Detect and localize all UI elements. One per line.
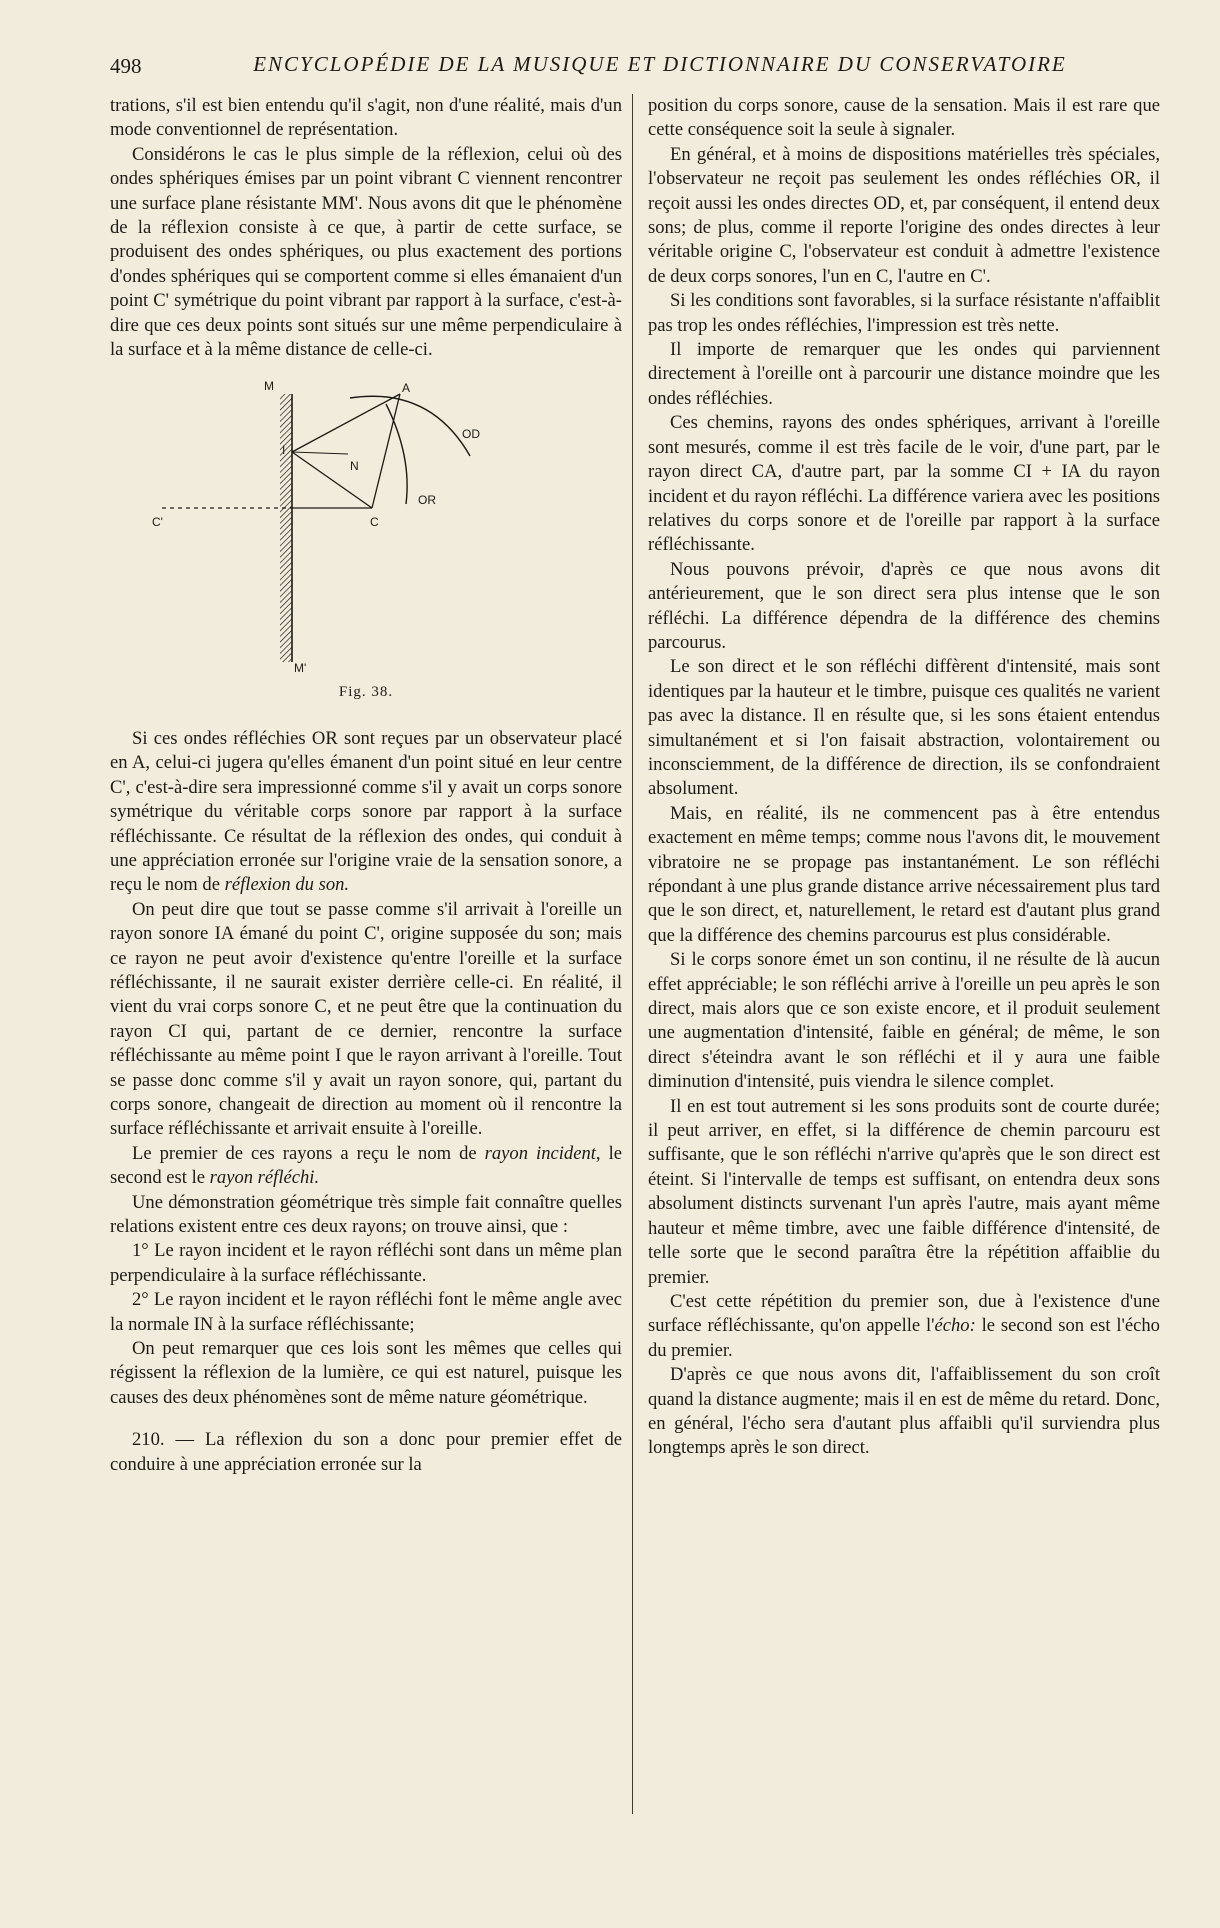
page-number: 498: [110, 54, 142, 78]
figure-38: [110, 376, 622, 676]
paragraph: Il en est tout autrement si les sons produits sont de courte durée; il peut arriver, en effet, si la différence de chemin parcouru est suffisante, que le son réfléchi n'arrive qu'après que le son direct est éteint. Si l'intervalle de temps est suffisant, on entendra deux sons absolument distincts survenant l'un après l'autre, mais ayant même hauteur et même timbre, avec une faible différence d'intensité, de telle sorte que le second paraîtra être la répétition affaiblie du premier.: [648, 1095, 1160, 1288]
figure-caption: Fig. 38.: [338, 684, 394, 701]
direct-wave-arc: [350, 397, 470, 457]
incident-ray: [292, 452, 372, 508]
paragraph: D'après ce que nous avons dit, l'affaiblissement du son croît quand la distance augmente; mais il en est de même du retard. Donc, en général, l'écho sera d'autant plus affaibli qu'il surviendra plus longtemps après le son direct.: [648, 1364, 1160, 1459]
paragraph: Une démonstration géométrique très simple fait connaître quelles relations existent entre ces deux rayons; on trouve ainsi, que :: [110, 1191, 622, 1237]
paragraph: 2° Le rayon incident et le rayon réfléchi font le même angle avec la normale IN à la surface réfléchissante;: [110, 1289, 622, 1335]
right-column: [648, 94, 1160, 1461]
left-column: [110, 94, 622, 1477]
paragraph: En général, et à moins de dispositions matérielles très spéciales, l'observateur ne reçoit pas seulement les ondes réfléchies OR, il reçoit aussi les ondes directes OD, et, par conséquent, il entend deux sons; de plus, comme il reporte l'origine des ondes directes à leur véritable origine C, l'observateur est conduit à admettre l'existence de deux corps sonores, l'un en C, l'autre en C'.: [648, 143, 1160, 287]
paragraph: Mais, en réalité, ils ne commencent pas à être entendus exactement en même temps; comme nous l'avons dit, le mouvement vibratoire ne se propage pas instantanément. Le son réfléchi répondant à une plus grande distance arrive nécessairement plus tard que le son direct, et, naturellement, le retard est d'autant plus grand que la différence des chemins parcourus est plus considérable.: [648, 802, 1160, 946]
direct-ray: [372, 394, 400, 508]
paragraph: position du corps sonore, cause de la sensation. Mais il est rare que cette conséquence soit la seule à signaler.: [648, 95, 1160, 141]
label-c-prime: C': [152, 515, 163, 530]
running-title: ENCYCLOPÉDIE DE LA MUSIQUE ET DICTIONNAIRE DU CONSERVATOIRE: [253, 52, 1067, 76]
paragraph: Ces chemins, rayons des ondes sphériques, arrivant à l'oreille sont mesurés, comme il est très facile de le voir, d'une part, par le rayon direct CA, d'autre part, par la somme CI + IA du rayon incident et du rayon réfléchi. La différence variera avec les positions relatives du corps sonore et de l'oreille par rapport à la surface réfléchissante.: [648, 412, 1160, 556]
label-m: M: [264, 379, 274, 394]
column-divider: [632, 94, 633, 1814]
reflection-diagram: [110, 376, 622, 676]
reflected-ray: [292, 394, 400, 452]
reflecting-surface: [280, 394, 292, 662]
emphasis: rayon réfléchi.: [209, 1167, 320, 1189]
emphasis: écho:: [934, 1315, 976, 1337]
paragraph: Si ces ondes réfléchies OR sont reçues par un observateur placé en A, celui-ci jugera qu'elles émanent d'un point situé en leur centre C', c'est-à-dire sera impressionné comme s'il y avait un corps sonore symétrique du véritable corps sonore par rapport à la surface réfléchissante. Ce résultat de la réflexion des ondes, qui conduit à une appréciation erronée sur l'origine vraie de la sensation sonore, a reçu le nom de réflexion du son.: [110, 727, 622, 896]
paragraph: On peut dire que tout se passe comme s'il arrivait à l'oreille un rayon sonore IA émané du point C', origine supposée du son; mais ce rayon ne peut avoir d'existence qu'entre l'oreille et la surface réfléchissante, il ne saurait exister derrière celle-ci. En réalité, il vient du vrai corps sonore C, et ne peut être que la continuation du rayon CI qui, partant de ce dernier, rencontre la surface réfléchissante au même point I que le rayon arrivant à l'oreille. Tout se passe donc comme s'il y avait un rayon sonore, qui, partant du corps sonore, changeait de direction au moment où il rencontre la surface réfléchissante et arrivait ensuite à l'oreille.: [110, 898, 622, 1140]
paragraph: Si les conditions sont favorables, si la surface résistante n'affaiblit pas trop les ondes réfléchies, l'impression est très nette.: [648, 290, 1160, 336]
label-c: C: [370, 515, 379, 530]
paragraph: 1° Le rayon incident et le rayon réfléchi sont dans un même plan perpendiculaire à la surface réfléchissante.: [110, 1240, 622, 1286]
paragraph: trations, s'il est bien entendu qu'il s'agit, non d'une réalité, mais d'un mode conventionnel de représentation.: [110, 95, 622, 141]
paragraph: Le son direct et le son réfléchi diffèrent d'intensité, mais sont identiques par la hauteur et le timbre, puisque ces qualités ne varient pas avec la distance. Il en résulte que, si les sons étaient entendus simultanément et si l'on faisait abstraction, volontairement ou inconsciemment, de la différence de direction, ils se confondraient absolument.: [648, 656, 1160, 800]
paragraph: Nous pouvons prévoir, d'après ce que nous avons dit antérieurement, que le son direct sera plus intense que le son réfléchi. La différence dépendra de la différence des chemins parcourus.: [648, 558, 1160, 653]
label-a: A: [402, 381, 411, 396]
label-i: I: [282, 443, 286, 458]
paragraph: Considérons le cas le plus simple de la réflexion, celui où des ondes sphériques émises par un point vibrant C viennent rencontrer une surface plane résistante MM'. Nous avons dit que le phénomène de la réflexion consiste à ce que, à partir de cette surface, se produisent des ondes sphériques, ou plus exactement des portions d'ondes sphériques qui se comportent comme si elles émanaient d'un point C' symétrique du point vibrant par rapport à la surface, c'est-à-dire que ces deux points sont situés sur une même perpendiculaire à la surface et à la même distance de celle-ci.: [110, 143, 622, 361]
label-m-prime: M': [294, 661, 307, 676]
paragraph: Il importe de remarquer que les ondes qui parviennent directement à l'oreille ont à parcourir une distance moindre que les ondes réfléchies.: [648, 339, 1160, 409]
page-header: [110, 52, 1110, 80]
emphasis: réflexion du son.: [224, 874, 350, 896]
normal-line: [292, 452, 348, 454]
emphasis: rayon incident: [484, 1142, 596, 1164]
reflected-wave-arc: [386, 404, 407, 504]
paragraph: 210. — La réflexion du son a donc pour premier effet de conduire à une appréciation erronée sur la: [110, 1429, 622, 1475]
label-or: OR: [418, 493, 436, 508]
paragraph: On peut remarquer que ces lois sont les mêmes que celles qui régissent la réflexion de la lumière, ce qui est naturel, puisque les causes des deux phénomènes sont de même nature géométrique.: [110, 1338, 622, 1408]
paragraph: Le premier de ces rayons a reçu le nom de rayon incident, le second est le rayon réfléchi.: [110, 1142, 622, 1189]
paragraph: Si le corps sonore émet un son continu, il ne résulte de là aucun effet appréciable; le son réfléchi arrive à l'oreille un peu après le son direct, mais alors que ce son existe encore, et il produit seulement une augmentation d'intensité, faible en général; de même, le son direct s'éteindra avant le son réfléchi et il y aura une faible diminution d'intensité, puis viendra le silence complet.: [648, 949, 1160, 1093]
label-n: N: [350, 459, 359, 474]
paragraph: C'est cette répétition du premier son, due à l'existence d'une surface réfléchissante, qu'on appelle l'écho: le second son est l'écho du premier.: [648, 1290, 1160, 1361]
label-od: OD: [462, 427, 480, 442]
